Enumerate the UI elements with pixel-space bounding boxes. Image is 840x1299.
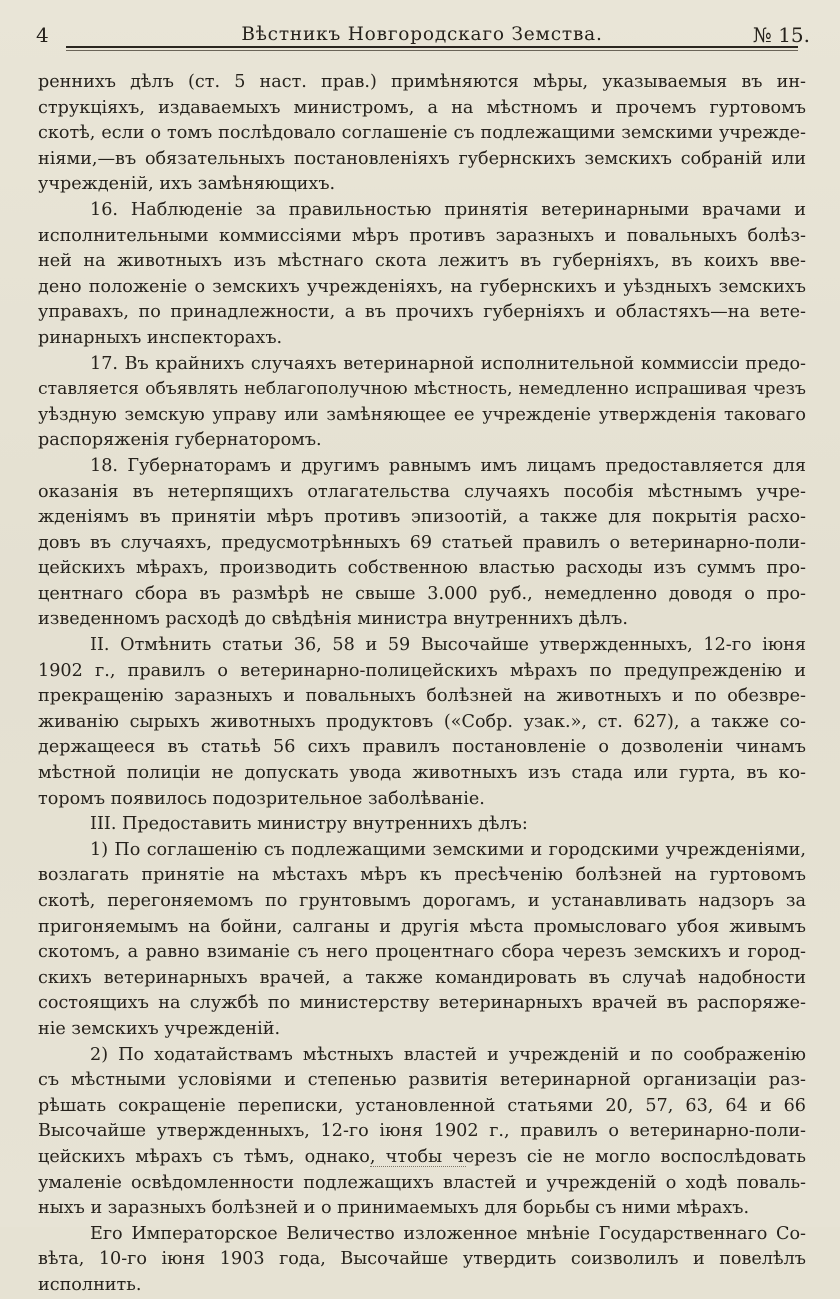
text-line: пригоняемымъ на бойни, салганы и другія мѣста промысловаго убоя живымъ xyxy=(38,916,806,937)
text-line: 1) По соглашенію съ подлежащими земскими и городскими учрежденіями, xyxy=(90,839,806,860)
text-line: держащееся въ статьѣ 56 сихъ правилъ постановленіе о дозволеніи чинамъ xyxy=(38,737,806,758)
text-line: цейскихъ мѣрахъ съ тѣмъ, однако, чтобы черезъ сіе не могло воспослѣдовать xyxy=(38,1146,806,1167)
text-line: торомъ появилось подозрительное заболѣваніе. xyxy=(38,788,485,809)
text-line: 18. Губернаторамъ и другимъ равнымъ имъ лицамъ предоставляется для xyxy=(90,455,806,476)
text-line: прекращенію заразныхъ и повальныхъ болѣзней на животныхъ и по обезвре- xyxy=(38,686,806,707)
text-line: распоряженія губернаторомъ. xyxy=(38,430,322,451)
text-line: 1902 г., правилъ о ветеринарно-полицейскихъ мѣрахъ по предупрежденію и xyxy=(38,660,806,681)
text-line: состоящихъ на службѣ по министерству ветеринарныхъ врачей въ распоряже- xyxy=(38,993,806,1014)
text-line: ней на животныхъ изъ мѣстнаго скота лежитъ въ губерніяхъ, въ коихъ вве- xyxy=(38,251,806,272)
text-line: рѣшать сокращеніе переписки, установленной статьями 20, 57, 63, 64 и 66 xyxy=(38,1095,806,1116)
text-line: Высочайше утвержденныхъ, 12-го іюня 1902 г., правилъ о ветеринарно-поли- xyxy=(38,1121,806,1142)
text-line: скотѣ, перегоняемомъ по грунтовымъ дорогамъ, и устанавливать надзоръ за xyxy=(38,891,806,911)
text-line: центнаго сбора въ размѣрѣ не свыше 3.000 руб., немедленно доводя о про- xyxy=(38,583,806,604)
text-line: 17. Въ крайнихъ случаяхъ ветеринарной исполнительной коммиссіи предо- xyxy=(90,353,806,374)
body-text xyxy=(38,70,806,1299)
header-rule xyxy=(66,46,798,48)
journal-title: Вѣстникъ Новгородскаго Земства. xyxy=(241,24,603,45)
text-line: вѣта, 10-го іюня 1903 года, Высочайше утвердить соизволилъ и повелѣлъ xyxy=(38,1249,806,1270)
text-line: возлагать принятіе на мѣстахъ мѣръ къ пресѣченію болѣзней на гуртовомъ xyxy=(38,865,806,886)
text-line: II. Отмѣнить статьи 36, 58 и 59 Высочайше утвержденныхъ, 12-го іюня xyxy=(90,635,806,656)
text-line: цейскихъ мѣрахъ, производить собственною властью расходы изъ суммъ про- xyxy=(38,558,806,579)
text-line: довъ въ случаяхъ, предусмотрѣнныхъ 69 статьей правилъ о ветеринарно-поли- xyxy=(38,532,806,553)
text-line: III. Предоставить министру внутреннихъ дѣлъ: xyxy=(90,814,528,835)
header-rule-thin xyxy=(66,50,798,51)
text-line: мѣстной полиціи не допускать увода животныхъ изъ стада или гурта, въ ко- xyxy=(38,763,806,784)
text-line: струкціяхъ, издаваемыхъ министромъ, а на мѣстномъ и прочемъ гуртовомъ xyxy=(38,97,806,118)
text-line: оказанія въ нетерпящихъ отлагательства случаяхъ пособія мѣстнымъ учре- xyxy=(38,481,806,502)
closing-ornament xyxy=(370,1166,466,1173)
text-line: управахъ, по принадлежности, а въ прочихъ губерніяхъ и областяхъ—на вете- xyxy=(38,302,806,323)
issue-number: № 15. xyxy=(752,23,810,47)
text-line: 16. Наблюденіе за правильностью принятія ветеринарными врачами и xyxy=(90,199,806,220)
text-line: учрежденій, ихъ замѣняющихъ. xyxy=(38,174,336,195)
text-line: ніе земскихъ учрежденій. xyxy=(38,1018,281,1039)
text-line: ніями,—въ обязательныхъ постановленіяхъ губернскихъ земскихъ собраній или xyxy=(38,148,806,169)
text-line: исполнительными коммиссіями мѣръ противъ заразныхъ и повальныхъ болѣз- xyxy=(38,225,806,246)
text-line: исполнить. xyxy=(38,1274,142,1295)
text-line: скотомъ, а равно взиманіе съ него процентнаго сбора черезъ земскихъ и город- xyxy=(38,942,806,963)
text-line: реннихъ дѣлъ (ст. 5 наст. прав.) примѣняются мѣры, указываемыя въ ин- xyxy=(38,72,806,92)
text-line: дено положеніе о земскихъ учрежденіяхъ, на губернскихъ и уѣздныхъ земскихъ xyxy=(38,276,806,297)
text-line: 2) По ходатайствамъ мѣстныхъ властей и учрежденій и по соображенію xyxy=(90,1044,806,1065)
text-line: уѣздную земскую управу или замѣняющее ее учрежденіе утвержденія таковаго xyxy=(38,404,806,425)
text-line: изведенномъ расходѣ до свѣдѣнія министра внутреннихъ дѣлъ. xyxy=(38,609,628,630)
text-line: ныхъ и заразныхъ болѣзней и о принимаемыхъ для борьбы съ ними мѣрахъ. xyxy=(38,1198,750,1219)
page-number: 4 xyxy=(36,23,49,47)
text-line: скихъ ветеринарныхъ врачей, а также командировать въ случаѣ надобности xyxy=(38,967,806,988)
text-line: ставляется объявлять неблагополучною мѣстность, немедленно испрашивая чрезъ xyxy=(38,379,806,400)
text-line: Его Императорское Величество изложенное мнѣніе Государственнаго Со- xyxy=(90,1223,806,1244)
text-line: скотѣ, если о томъ послѣдовало соглашеніе съ подлежащими земскими учрежде- xyxy=(38,123,806,144)
text-line: живанію сырыхъ животныхъ продуктовъ («Собр. узак.», ст. 627), а также со- xyxy=(38,711,806,732)
page-header xyxy=(34,22,810,48)
text-line: умаленіе освѣдомленности подлежащихъ властей и учрежденій о ходѣ поваль- xyxy=(38,1172,806,1193)
text-line: ринарныхъ инспекторахъ. xyxy=(38,327,283,348)
text-line: жденіямъ въ принятіи мѣръ противъ эпизоотій, а также для покрытія расхо- xyxy=(38,507,806,528)
text-line: съ мѣстными условіями и степенью развитія ветеринарной организаціи раз- xyxy=(38,1070,806,1091)
